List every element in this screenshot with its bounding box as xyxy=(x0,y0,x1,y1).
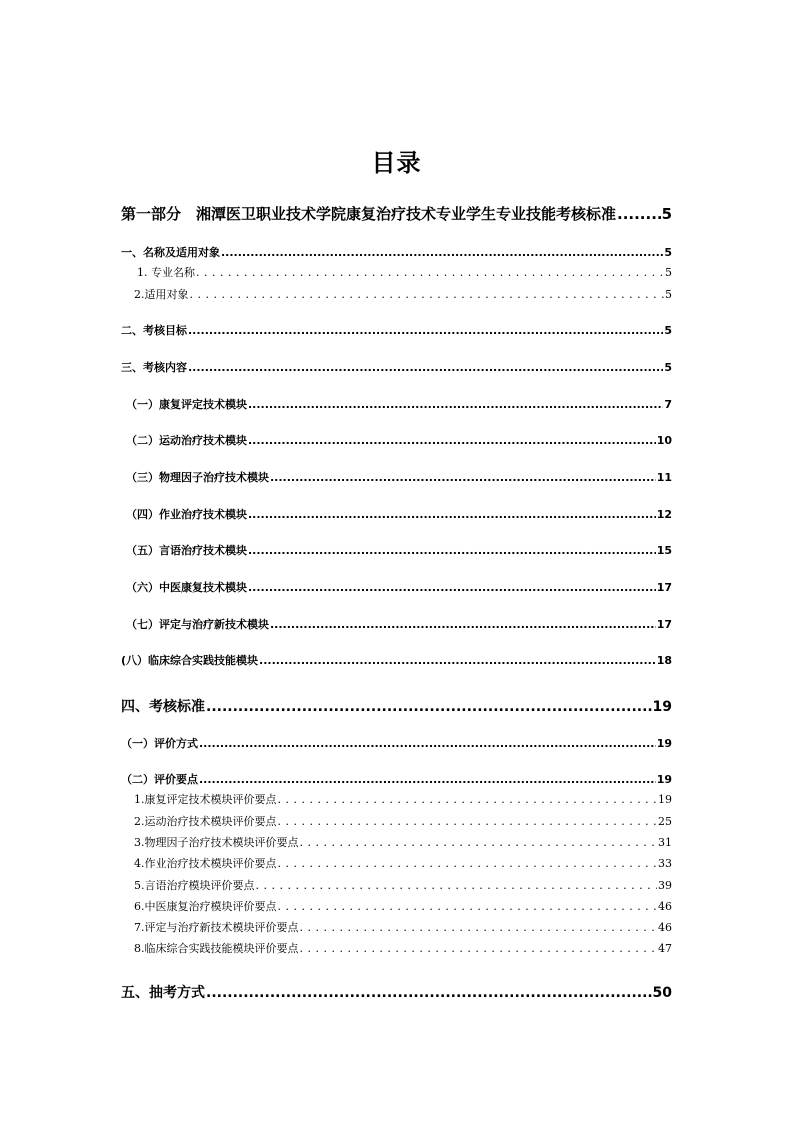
dot-leader xyxy=(248,434,656,447)
toc-entry-label: （五）言语治疗技术模块 xyxy=(126,544,247,557)
toc-entry-label: 7.评定与治疗新技术模块评价要点 xyxy=(134,921,299,934)
dot-leader xyxy=(278,793,658,806)
dot-leader xyxy=(188,324,663,337)
toc-entry-item[interactable] xyxy=(134,791,672,807)
toc-entry-label: 2.运动治疗技术模块评价要点 xyxy=(134,815,277,828)
toc-entry-page: 19 xyxy=(658,793,672,806)
toc-entry-label: 4.作业治疗技术模块评价要点 xyxy=(134,857,277,870)
dot-leader xyxy=(248,581,656,594)
toc-entry-label: 5.言语治疗模块评价要点 xyxy=(134,879,255,892)
toc-entry-page: 5 xyxy=(661,205,672,223)
toc-entry-page: 5 xyxy=(664,361,672,374)
toc-entry-page: 47 xyxy=(658,942,672,955)
dot-leader xyxy=(248,398,663,411)
toc-entry-page: 12 xyxy=(656,508,672,521)
dot-leader xyxy=(259,654,656,667)
toc-entry-page: 5 xyxy=(664,246,672,259)
toc-entry-section-1[interactable] xyxy=(121,244,672,260)
toc-entry-part-one[interactable] xyxy=(121,203,672,224)
toc-entry-subsection[interactable] xyxy=(121,735,672,751)
dot-leader xyxy=(248,544,656,557)
toc-entry-subsection[interactable] xyxy=(126,579,672,595)
dot-leader xyxy=(278,857,658,870)
toc-entry-subsection[interactable] xyxy=(126,542,672,558)
toc-entry-section-3[interactable] xyxy=(121,359,672,375)
dot-leader xyxy=(190,288,665,301)
toc-entry-section-2[interactable] xyxy=(121,322,672,338)
toc-entry-item[interactable] xyxy=(134,855,672,871)
toc-entry-label: 1.康复评定技术模块评价要点 xyxy=(134,793,277,806)
toc-entry-section-4[interactable] xyxy=(121,696,672,716)
dot-leader xyxy=(300,836,658,849)
toc-entry-label: 二、考核目标 xyxy=(121,324,187,337)
toc-entry-label: （四）作业治疗技术模块 xyxy=(126,508,247,521)
dot-leader xyxy=(270,471,656,484)
toc-entry-label: 2.适用对象 xyxy=(134,288,189,301)
toc-entry-subsection[interactable] xyxy=(121,652,672,668)
dot-leader xyxy=(278,900,658,913)
toc-entry-label: （二）运动治疗技术模块 xyxy=(126,434,247,447)
toc-entry-item[interactable] xyxy=(134,813,672,829)
dot-leader xyxy=(206,985,652,1001)
toc-entry-label: （一）康复评定技术模块 xyxy=(126,398,247,411)
toc-entry-page: 50 xyxy=(652,985,672,1001)
toc-entry-page: 39 xyxy=(658,879,672,892)
toc-entry-item[interactable] xyxy=(134,877,672,893)
toc-entry-label: 1. 专业名称 xyxy=(137,266,195,279)
toc-entry-item[interactable] xyxy=(134,898,672,914)
toc-entry-item[interactable] xyxy=(134,834,672,850)
page-title: 目录 xyxy=(371,149,422,177)
dot-leader xyxy=(196,266,664,279)
toc-entry-label: 6.中医康复治疗模块评价要点 xyxy=(134,900,277,913)
toc-entry-page: 46 xyxy=(658,900,672,913)
toc-entry-subsection[interactable] xyxy=(126,469,672,485)
toc-entry-page: 17 xyxy=(656,581,672,594)
dot-leader xyxy=(199,773,656,786)
dot-leader xyxy=(300,942,658,955)
toc-entry-page: 19 xyxy=(652,699,672,715)
toc-entry-page: 11 xyxy=(656,471,672,484)
toc-entry-label: （六）中医康复技术模块 xyxy=(126,581,247,594)
dot-leader xyxy=(617,205,661,223)
toc-entry-label: 8.临床综合实践技能模块评价要点 xyxy=(134,942,299,955)
toc-entry-label: （二）评价要点 xyxy=(121,773,198,786)
toc-entry-item[interactable] xyxy=(134,919,672,935)
toc-entry-page: 5 xyxy=(665,288,672,301)
toc-entry-subsection[interactable] xyxy=(126,396,672,412)
toc-entry-label: 三、考核内容 xyxy=(121,361,187,374)
toc-entry-section-5[interactable] xyxy=(121,982,672,1002)
toc-entry-item[interactable] xyxy=(134,286,672,302)
dot-leader xyxy=(221,246,663,259)
toc-entry-page: 10 xyxy=(656,434,672,447)
toc-entry-page: 19 xyxy=(656,773,672,786)
dot-leader xyxy=(188,361,663,374)
toc-entry-page: 7 xyxy=(664,398,672,411)
dot-leader xyxy=(278,815,658,828)
dot-leader xyxy=(199,737,656,750)
toc-entry-label: 3.物理因子治疗技术模块评价要点 xyxy=(134,836,299,849)
toc-entry-label: 五、抽考方式 xyxy=(121,985,205,1001)
toc-entry-page: 31 xyxy=(658,836,672,849)
toc-entry-subsection[interactable] xyxy=(126,506,672,522)
toc-entry-page: 5 xyxy=(664,324,672,337)
toc-entry-label: （一）评价方式 xyxy=(121,737,198,750)
toc-entry-page: 33 xyxy=(658,857,672,870)
toc-entry-subsection[interactable] xyxy=(126,432,672,448)
toc-entry-page: 15 xyxy=(656,544,672,557)
toc-entry-label: 一、名称及适用对象 xyxy=(121,246,220,259)
dot-leader xyxy=(256,879,658,892)
toc-entry-item[interactable] xyxy=(137,264,672,280)
toc-entry-page: 19 xyxy=(656,737,672,750)
toc-entry-subsection[interactable] xyxy=(126,616,672,632)
toc-entry-page: 18 xyxy=(656,654,672,667)
toc-entry-label: 四、考核标准 xyxy=(121,699,205,715)
toc-entry-label: （七）评定与治疗新技术模块 xyxy=(126,618,269,631)
dot-leader xyxy=(206,699,652,715)
dot-leader xyxy=(270,618,656,631)
dot-leader xyxy=(300,921,658,934)
toc-entry-page: 46 xyxy=(658,921,672,934)
toc-entry-page: 17 xyxy=(656,618,672,631)
dot-leader xyxy=(248,508,656,521)
toc-entry-page: 5 xyxy=(665,266,672,279)
toc-entry-label: （三）物理因子治疗技术模块 xyxy=(126,471,269,484)
toc-entry-item[interactable] xyxy=(134,940,672,956)
toc-entry-label: 第一部分 湘潭医卫职业技术学院康复治疗技术专业学生专业技能考核标准 xyxy=(121,205,617,223)
toc-entry-subsection[interactable] xyxy=(121,771,672,787)
toc-entry-page: 25 xyxy=(658,815,672,828)
toc-entry-label: (八）临床综合实践技能模块 xyxy=(121,654,259,667)
